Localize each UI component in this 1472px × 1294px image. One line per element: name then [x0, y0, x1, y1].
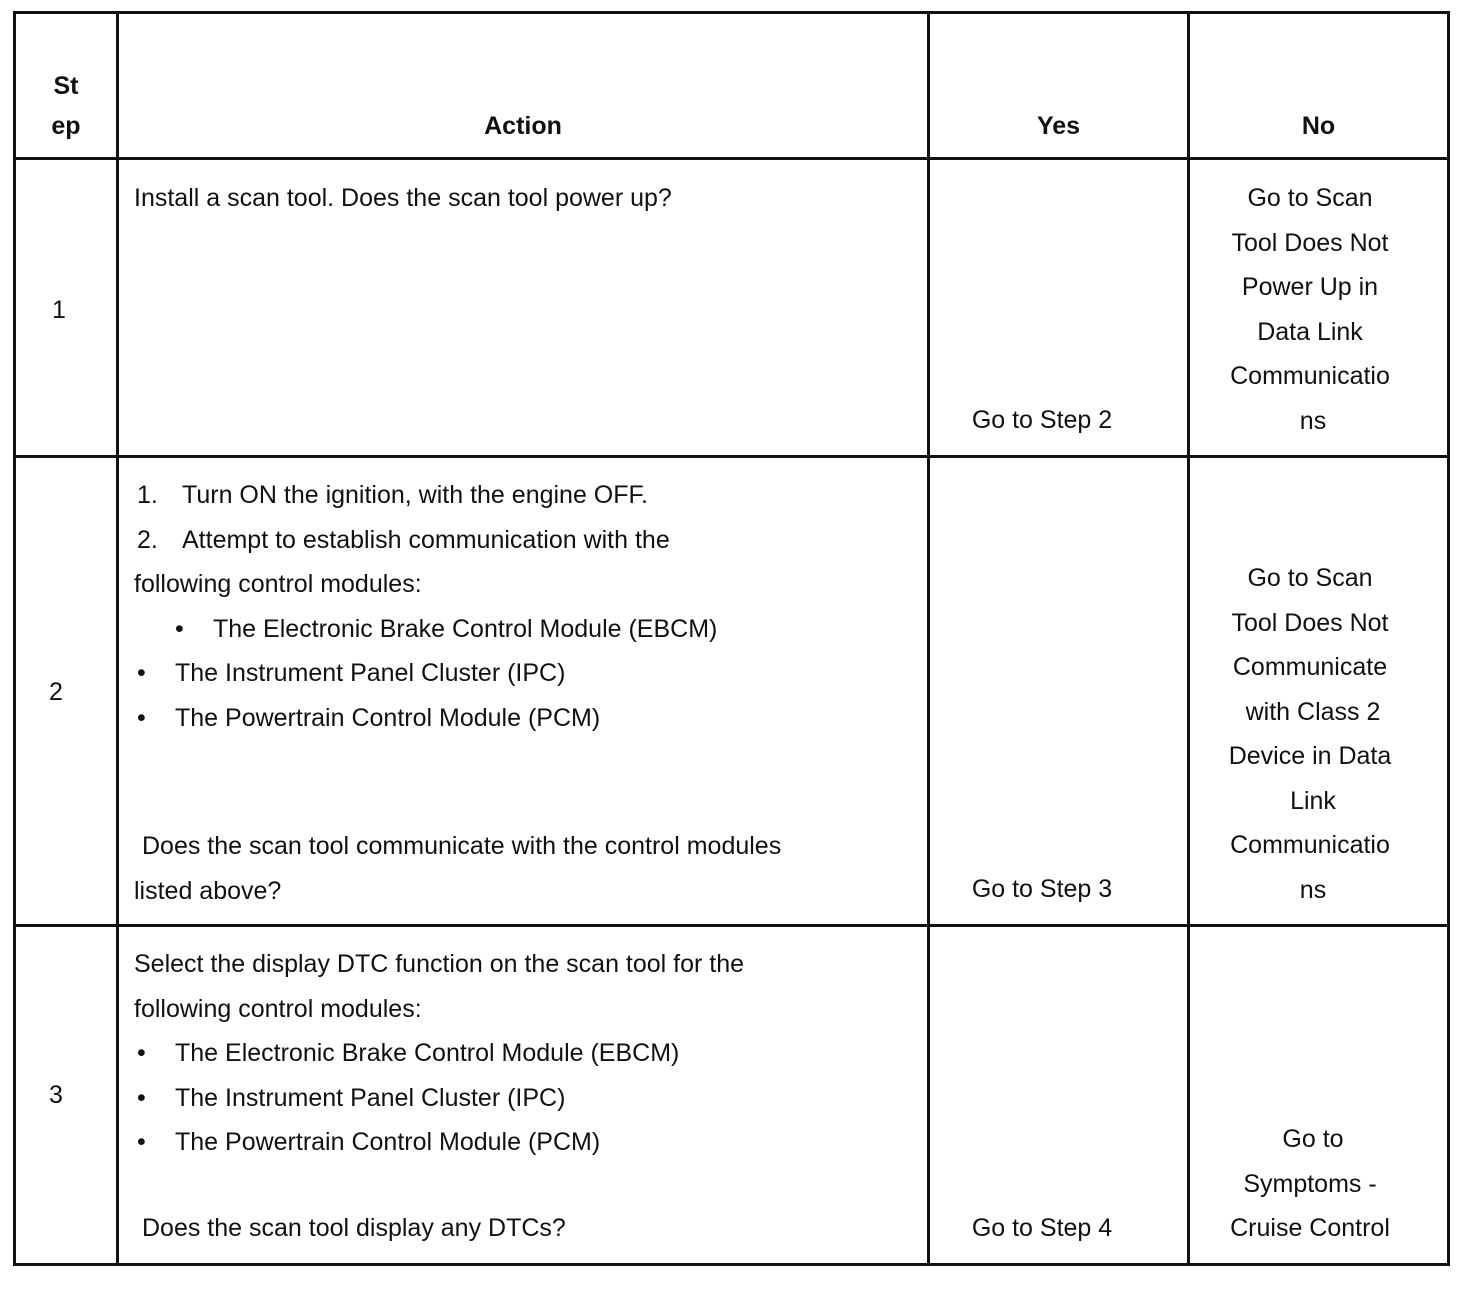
action-cell	[134, 176, 924, 221]
bullet-item	[175, 607, 718, 652]
bullet-icon: •	[175, 614, 184, 643]
header-action: Action	[484, 112, 562, 140]
bullet-text: The Powertrain Control Module (PCM)	[175, 703, 601, 732]
no-line: Communicatio	[1230, 831, 1390, 859]
step-text: Attempt to establish communication with the	[182, 525, 670, 554]
no-line: with Class 2	[1245, 697, 1381, 726]
no-line: Link	[1290, 786, 1336, 815]
no-line: Device in Data	[1228, 742, 1392, 770]
bullet-text: The Powertrain Control Module (PCM)	[175, 1128, 601, 1156]
no-line: Go to Scan	[1247, 184, 1373, 212]
bullet-item	[137, 1031, 680, 1076]
no-line: Symptoms -	[1243, 1169, 1377, 1198]
yes-cell: Go to Step 4	[971, 1214, 1113, 1242]
bullet-icon: •	[137, 703, 146, 732]
bullet-icon: •	[137, 1039, 146, 1067]
intro-text: Select the display DTC function on the scan tool for the	[134, 950, 745, 978]
no-line: Data Link	[1257, 317, 1363, 346]
header-divider	[13, 157, 1450, 160]
no-line: ns	[1299, 875, 1327, 904]
step-continuation: following control modules:	[134, 570, 422, 598]
header-no: No	[1301, 112, 1336, 140]
no-cell	[1190, 176, 1430, 443]
no-cell	[1190, 556, 1430, 912]
bullet-icon: •	[137, 659, 146, 687]
step-text: Turn ON the ignition, with the engine OFF.	[182, 481, 648, 509]
no-line: Power Up in	[1241, 273, 1379, 301]
table-border-bottom	[13, 1263, 1450, 1266]
question-text: Does the scan tool communicate with the control modules	[142, 832, 782, 860]
no-line: Communicatio	[1230, 362, 1390, 390]
row-divider	[13, 455, 1450, 458]
bullet-icon: •	[137, 1128, 146, 1156]
header-step-line2: ep	[51, 111, 81, 140]
bullet-item	[137, 651, 566, 696]
no-line: Cruise Control	[1230, 1214, 1390, 1242]
question-text: listed above?	[134, 876, 282, 905]
bullet-item	[137, 696, 601, 741]
column-divider	[927, 11, 930, 1266]
no-line: ns	[1299, 406, 1327, 435]
action-cell	[119, 473, 927, 913]
table-border-top	[13, 11, 1450, 14]
no-line: Go to	[1282, 1125, 1344, 1153]
action-text: Install a scan tool. Does the scan tool power up?	[134, 184, 672, 212]
action-cell	[119, 942, 927, 1252]
step-number: 3	[49, 1081, 63, 1109]
row-divider	[13, 924, 1450, 927]
numbered-step	[137, 473, 648, 518]
step-number: 2	[49, 678, 63, 706]
question-text: Does the scan tool display any DTCs?	[142, 1214, 566, 1242]
no-line: Tool Does Not	[1231, 608, 1389, 637]
numbered-step	[137, 518, 670, 563]
bullet-icon: •	[137, 1083, 146, 1112]
bullet-item	[137, 1120, 601, 1165]
no-line: Go to Scan	[1247, 564, 1373, 592]
yes-cell: Go to Step 2	[971, 406, 1113, 434]
bullet-text: The Instrument Panel Cluster (IPC)	[175, 659, 566, 687]
no-line: Tool Does Not	[1231, 228, 1389, 257]
header-yes: Yes	[1036, 112, 1081, 140]
no-cell	[1190, 1117, 1430, 1251]
bullet-text: The Electronic Brake Control Module (EBCM)	[213, 614, 718, 643]
bullet-item	[137, 1076, 566, 1121]
bullet-text: The Instrument Panel Cluster (IPC)	[175, 1083, 566, 1112]
table-border-right	[1447, 11, 1450, 1266]
yes-cell: Go to Step 3	[971, 875, 1113, 903]
bullet-text: The Electronic Brake Control Module (EBCM)	[175, 1039, 680, 1067]
no-line: Communicate	[1232, 653, 1388, 681]
step-num: 2.	[137, 525, 158, 554]
header-step	[16, 64, 116, 148]
step-num: 1.	[137, 481, 158, 509]
step-number: 1	[52, 296, 66, 324]
intro-text: following control modules:	[134, 994, 422, 1023]
header-step-line1: St	[53, 72, 79, 100]
